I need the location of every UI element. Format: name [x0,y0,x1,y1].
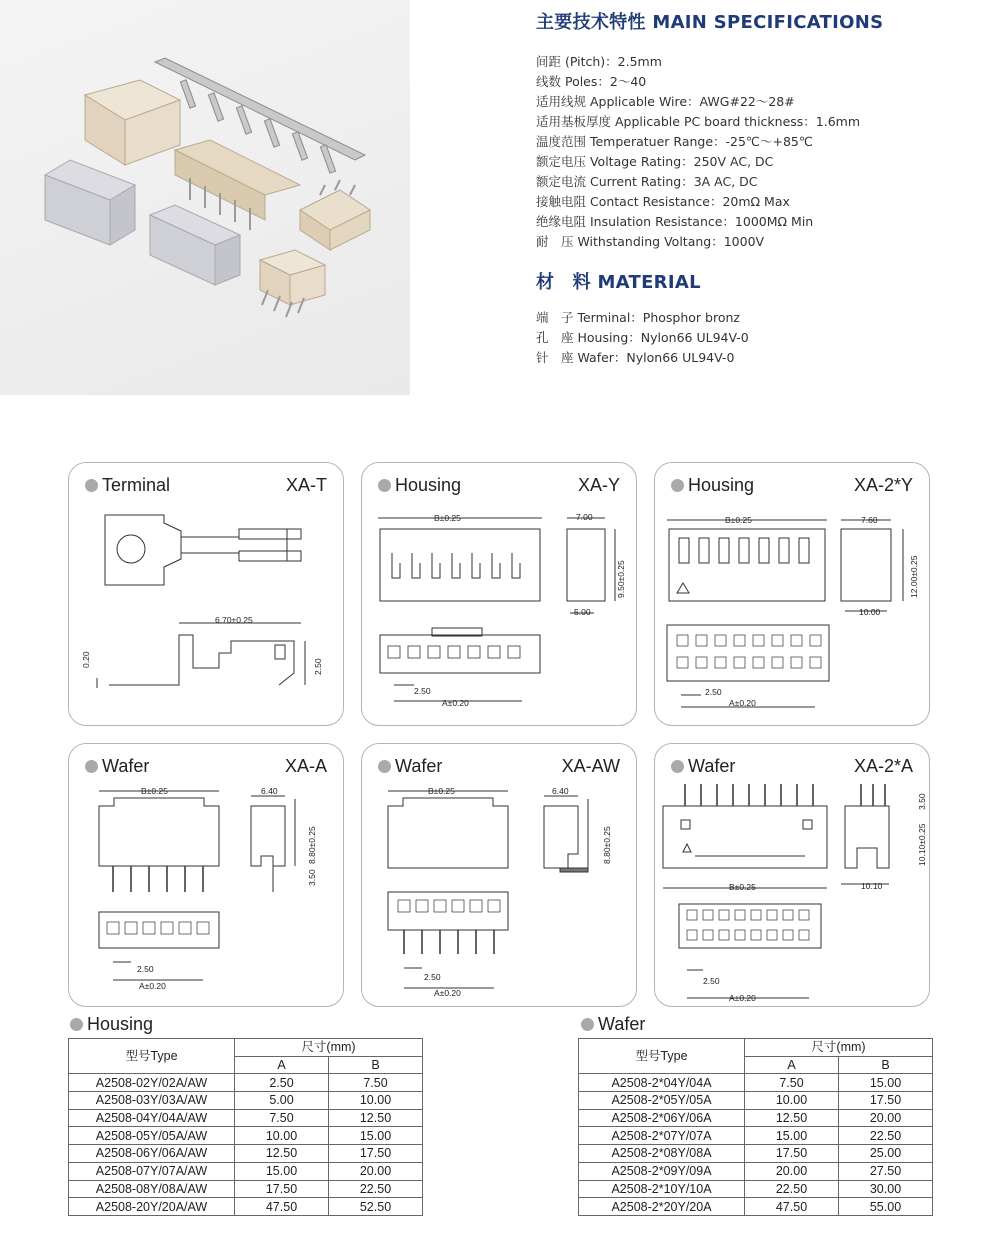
cell-a: 15.00 [745,1127,839,1145]
table-row [69,1092,423,1110]
panel-code: XA-A [284,756,327,776]
header-a: A [745,1056,839,1074]
specs-list [536,52,976,252]
spec-line: 温度范围 Temperatuer Range：-25℃～+85℃ [536,134,813,149]
dim-label: 8.80±0.25 [602,826,612,864]
cell-type: A2508-05Y/05A/AW [69,1127,235,1145]
dim-label: A±0.20 [434,988,461,998]
cell-b: 7.50 [329,1074,423,1092]
table-row [69,1162,423,1180]
dim-label: B±0.25 [141,786,168,796]
cell-b: 30.00 [839,1180,933,1198]
cell-b: 22.50 [839,1127,933,1145]
dim-label: 6.40 [552,786,569,796]
table-row [69,1109,423,1127]
bullet-icon [70,1018,83,1031]
spec-line: 额定电流 Current Rating：3A AC, DC [536,174,758,189]
cell-a: 17.50 [745,1145,839,1163]
dim-label: B±0.25 [434,513,461,523]
spec-line: 间距 (Pitch)：2.5mm [536,54,662,69]
cell-b: 20.00 [329,1162,423,1180]
table-header-row [69,1039,423,1057]
table-row [579,1162,933,1180]
panel-title: Wafer [378,756,442,777]
product-photo [0,0,410,395]
dim-label: A±0.20 [442,698,469,708]
table-row [579,1198,933,1216]
double-housing-drawing [655,463,931,727]
cell-b: 27.50 [839,1162,933,1180]
panel-housing-xa-2y [654,462,930,726]
right-angle-wafer-drawing [362,744,638,1008]
cell-type: A2508-2*08Y/08A [579,1145,745,1163]
dim-label: 2.50 [414,686,431,696]
table-row [69,1074,423,1092]
header-type: 型号Type [579,1039,745,1074]
header-type: 型号Type [69,1039,235,1074]
cell-type: A2508-08Y/08A/AW [69,1180,235,1198]
dim-label: 2.50 [424,972,441,982]
dim-label: 2.50 [137,964,154,974]
cell-type: A2508-20Y/20A/AW [69,1198,235,1216]
table-row [579,1074,933,1092]
table-row [69,1127,423,1145]
bullet-icon [581,1018,594,1031]
spec-line: 绝缘电阻 Insulation Resistance：1000MΩ Min [536,214,814,229]
material-heading: 材 料 MATERIAL [536,272,701,293]
table-row [579,1127,933,1145]
cell-b: 15.00 [329,1127,423,1145]
cell-b: 22.50 [329,1180,423,1198]
dim-label: A±0.20 [139,981,166,991]
cell-a: 17.50 [235,1180,329,1198]
dim-label: 10.00 [859,607,881,617]
cell-a: 20.00 [745,1162,839,1180]
material-block [536,268,976,368]
header-size: 尺寸(mm) [745,1039,933,1057]
spec-line: 适用线规 Applicable Wire：AWG#22～28# [536,94,795,109]
cell-a: 10.00 [745,1092,839,1110]
dim-label: B±0.25 [725,515,752,525]
dim-label: 9.50±0.25 [616,560,626,598]
spec-line: 额定电压 Voltage Rating：250V AC, DC [536,154,774,169]
cell-b: 12.50 [329,1109,423,1127]
cell-b: 10.00 [329,1092,423,1110]
panel-code: XA-AW [561,756,620,776]
header-a: A [235,1056,329,1074]
cell-b: 25.00 [839,1145,933,1163]
dim-label: 6.40 [261,786,278,796]
material-line: 针 座 Wafer：Nylon66 UL94V-0 [536,350,735,365]
cell-type: A2508-2*07Y/07A [579,1127,745,1145]
material-line: 端 子 Terminal：Phosphor bronz [536,310,740,325]
housing-drawing [362,463,638,727]
table-row [579,1109,933,1127]
double-wafer-drawing [655,744,931,1008]
header-size: 尺寸(mm) [235,1039,423,1057]
panel-code: XA-T [285,475,327,495]
wafer-table-title: Wafer [581,1014,645,1035]
spec-line: 耐 压 Withstanding Voltang：1000V [536,234,765,249]
panel-terminal-xa-t [68,462,344,726]
table-row [579,1145,933,1163]
cell-type: A2508-07Y/07A/AW [69,1162,235,1180]
cell-a: 15.00 [235,1162,329,1180]
panel-code: XA-2*A [853,756,913,776]
dim-label: 3.50 [917,793,927,810]
cell-type: A2508-2*10Y/10A [579,1180,745,1198]
dim-label: 12.00±0.25 [909,555,919,598]
cell-a: 47.50 [235,1198,329,1216]
dim-label: 6.70±0.25 [215,615,253,625]
cell-type: A2508-2*05Y/05A [579,1092,745,1110]
dim-label: 2.50 [313,658,323,675]
panel-title: Wafer [85,756,149,777]
table-row [69,1180,423,1198]
cell-type: A2508-06Y/06A/AW [69,1145,235,1163]
wafer-drawing [69,744,345,1008]
cell-b: 15.00 [839,1074,933,1092]
dim-label: 2.50 [703,976,720,986]
table-row [579,1092,933,1110]
panel-title: Housing [378,475,461,496]
dim-label: 10.10±0.25 [917,823,927,866]
cell-type: A2508-02Y/02A/AW [69,1074,235,1092]
table-row [579,1180,933,1198]
dim-label: 0.20 [81,651,91,668]
cell-a: 2.50 [235,1074,329,1092]
material-line: 孔 座 Housing：Nylon66 UL94V-0 [536,330,749,345]
cell-a: 12.50 [745,1109,839,1127]
cell-a: 22.50 [745,1180,839,1198]
dim-label: B±0.25 [729,882,756,892]
panel-code: XA-2*Y [853,475,913,495]
connector-parts-illustration [0,0,410,395]
cell-type: A2508-2*20Y/20A [579,1198,745,1216]
panel-title: Terminal [85,475,170,496]
specs-heading: 主要技术特性 MAIN SPECIFICATIONS [536,12,884,33]
cell-type: A2508-2*09Y/09A [579,1162,745,1180]
panel-wafer-xa-a [68,743,344,1007]
cell-a: 12.50 [235,1145,329,1163]
cell-type: A2508-03Y/03A/AW [69,1092,235,1110]
cell-a: 5.00 [235,1092,329,1110]
cell-b: 17.50 [839,1092,933,1110]
dim-label: 8.80±0.25 [307,826,317,864]
cell-b: 52.50 [329,1198,423,1216]
cell-b: 20.00 [839,1109,933,1127]
dim-label: A±0.20 [729,698,756,708]
wafer-table [578,1038,933,1216]
table-row [69,1198,423,1216]
dim-label: B±0.25 [428,786,455,796]
cell-type: A2508-04Y/04A/AW [69,1109,235,1127]
dim-label: 10.10 [861,881,883,891]
cell-type: A2508-2*04Y/04A [579,1074,745,1092]
cell-a: 10.00 [235,1127,329,1145]
table-header-row [579,1039,933,1057]
cell-a: 7.50 [745,1074,839,1092]
header-b: B [839,1056,933,1074]
panel-wafer-xa-aw [361,743,637,1007]
panel-title: Housing [671,475,754,496]
housing-table [68,1038,423,1216]
dim-label: A±0.20 [729,993,756,1003]
dim-label: 2.50 [705,687,722,697]
table-row [69,1145,423,1163]
cell-a: 47.50 [745,1198,839,1216]
panel-title: Wafer [671,756,735,777]
dim-label: 7.00 [576,512,593,522]
dim-label: 3.50 [307,869,317,886]
dim-label: 5.00 [574,607,591,617]
panel-housing-xa-y [361,462,637,726]
spec-line: 适用基板厚度 Applicable PC board thickness：1.6mm [536,114,861,129]
cell-b: 55.00 [839,1198,933,1216]
panel-code: XA-Y [577,475,620,495]
cell-b: 17.50 [329,1145,423,1163]
housing-table-title: Housing [70,1014,153,1035]
material-list [536,308,976,368]
dim-label: 7.60 [861,515,878,525]
cell-type: A2508-2*06Y/06A [579,1109,745,1127]
panel-wafer-xa-2a [654,743,930,1007]
terminal-drawing [69,463,345,727]
cell-a: 7.50 [235,1109,329,1127]
specifications-block [536,8,976,368]
spec-line: 接触电阻 Contact Resistance：20mΩ Max [536,194,790,209]
header-b: B [329,1056,423,1074]
spec-line: 线数 Poles：2～40 [536,74,647,89]
